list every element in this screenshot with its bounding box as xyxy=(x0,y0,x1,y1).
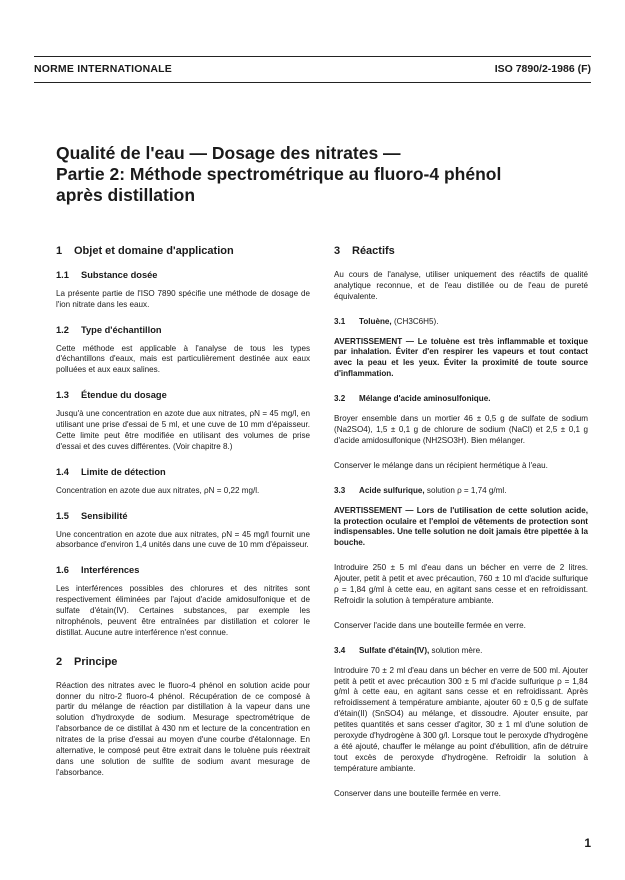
section-1-3-text: Jusqu'à une concentration en azote due aux nitrates, ρN = 45 mg/l, en utilisant une prise d'essai de 5 ml, et une cuve de 10 mm d'épaisseur. Cette limite peut être modifiée en utilisant des volumes de prise d'essai et des cuves différentes. (Voir chapitre 8.) xyxy=(56,409,310,451)
section-1-4-text: Concentration en azote due aux nitrates, ρN = 0,22 mg/l. xyxy=(56,485,260,495)
section-3-3-warning: AVERTISSEMENT — Lors de l'utilisation de cette solution acide, la protection oculaire et l'emploi de vêtements de protection sont indispensables. Une telle solution ne doit jamais être pipettée à la bouche. xyxy=(334,505,589,548)
section-3-4 xyxy=(334,646,588,657)
section-1-5-heading: 1.5 Sensibilité xyxy=(56,510,128,521)
left-column xyxy=(56,246,310,793)
section-1-2-heading: 1.2 Type d'échantillon xyxy=(56,324,162,335)
title-line-3: après distillation xyxy=(56,185,196,205)
section-3-3 xyxy=(334,486,588,497)
right-column xyxy=(334,246,588,814)
header-rule-bottom xyxy=(34,82,591,83)
section-1-heading: 1 Objet et domaine d'application xyxy=(56,245,234,257)
section-1-1-heading: 1.1 Substance dosée xyxy=(56,269,158,280)
warning-label: AVERTISSEMENT — xyxy=(334,336,415,346)
section-2-text: Réaction des nitrates avec le fluoro-4 phénol en solution acide pour donner du nitro-2 fluoro-4 phénol. Récupération de ce composé à partir du mélange de réaction par distillation à la vapeur dans une solution d'hydroxyde de sodium. Mesurage spectrométrique de l'absorbance de ce distillat à 430 nm et lecture de la concentration en nitrates de la prise d'essai au moyen d'une courbe d'étalonnage. En alternative, le composé peut être extrait dans le toluène puis réextrait dans une solution de sulfite de sodium avant mesurage de l'absorbance. xyxy=(56,680,310,777)
header-rule-top xyxy=(34,56,591,57)
section-1-5-text: Une concentration en azote due aux nitrates, ρN = 45 mg/l fournit une absorbance d'environ 1,4 unités dans une cuve de 10 mm d'épaisseur. xyxy=(56,529,310,550)
section-3-4-text: Introduire 70 ± 2 ml d'eau dans un bécher en verre de 500 ml. Ajouter petit à petit et avec précaution 300 ± 5 ml d'acide sulfurique ρ = 1,84 g/ml à cette eau, en agitant sans cesse et en refroidissant. Après refroidissement à température ambiante, ajouter 60 ± 0,5 g de sulfate d'étain(II) (SnSO4) au mélange, et dissoudre. Ajouter ensuite, par petites quantités et sans cesser d'agitor, 30 ± 1 ml d'une solution de peroxyde d'hydrogène à 300 g/l. Lorsque tout le peroxyde d'hydrogène a été ajouté, chauffer le mélange au point d'ébullition, afin de détruire tout excès de peroxyde d'hydrogène. Refroidir la solution à température ambiante. xyxy=(334,665,588,773)
document-type: NORME INTERNATIONALE xyxy=(34,63,172,75)
section-3-4-text-2: Conserver dans une bouteille fermée en verre. xyxy=(334,788,501,798)
standard-reference: ISO 7890/2-1986 (F) xyxy=(494,63,591,75)
section-3-2-text-2: Conserver le mélange dans un récipient hermétique à l'eau. xyxy=(334,460,548,470)
section-3-4-formula: solution mère. xyxy=(431,645,483,655)
section-1-4-heading: 1.4 Limite de détection xyxy=(56,466,166,477)
document-title xyxy=(56,143,576,206)
section-1-6-text: Les interférences possibles des chlorures et des nitrites sont respectivement éliminées par l'ajout d'acide amidosulfonique et de sulfate d'étain(IV). Certaines substances, par exemple les nitrophénols, peuvent être entraînées par distillation et colorer le distillat. Aucune autre interférence n'est connue. xyxy=(56,584,310,637)
section-3-text: Au cours de l'analyse, utiliser uniquement des réactifs de qualité analytique reconnue, et de l'eau distillée ou de l'eau de pureté équivalente. xyxy=(334,269,588,301)
section-3-4-heading: 3.4 Sulfate d'étain(IV), xyxy=(334,645,430,655)
section-1-6-heading: 1.6 Interférences xyxy=(56,565,140,576)
section-3-2-text: Broyer ensemble dans un mortier 46 ± 0,5 g de sulfate de sodium (Na2SO4), 1,5 ± 0,1 g de chlorure de sodium (NaCl) et 2,5 ± 0,1 g d'acide amidosulfonique (NH2SO3H). Bien mélanger. xyxy=(334,414,588,445)
section-1-1-text: La présente partie de l'ISO 7890 spécifie une méthode de dosage de l'ion nitrate dans les eaux. xyxy=(56,288,310,309)
section-3-3-text-2: Conserver l'acide dans une bouteille fermée en verre. xyxy=(334,620,526,630)
section-1-2-text: Cette méthode est applicable à l'analyse de tous les types d'échantillons d'eaux, mais est particulièrement destinée aux eaux polluées et aux eaux salines. xyxy=(56,343,310,375)
title-line-1: Qualité de l'eau — Dosage des nitrates — xyxy=(56,143,401,163)
warning-label: AVERTISSEMENT — xyxy=(334,505,414,515)
section-3-heading: 3 Réactifs xyxy=(334,245,395,257)
section-3-3-text: Introduire 250 ± 5 ml d'eau dans un bécher en verre de 2 litres. Ajouter, petit à petit et avec précaution, 760 ± 10 ml d'acide sulfurique ρ = 1,84 g/ml à cette eau, en agitant sans cesse et en refroidissant. Refroidir la solution à température ambiante. xyxy=(334,563,588,605)
section-1-3-heading: 1.3 Étendue du dosage xyxy=(56,390,167,401)
section-3-1-formula: (CH3C6H5). xyxy=(393,316,439,326)
section-2-heading: 2 Principe xyxy=(56,655,118,668)
section-3-2-heading: 3.2 Mélange d'acide aminosulfonique. xyxy=(334,394,491,404)
section-3-1-heading: 3.1 Toluène, xyxy=(334,316,392,326)
section-3-1-warning: AVERTISSEMENT — Le toluène est très inflammable et toxique par inhalation. Éviter d'en respirer les vapeurs et tout contact avec la peau et les yeux. Éviter la proximité de toute source d'inflammation. xyxy=(334,336,588,379)
section-3-2 xyxy=(334,394,588,405)
section-3-1 xyxy=(334,317,588,328)
section-3-3-formula: solution ρ = 1,74 g/ml. xyxy=(426,485,507,495)
page-number: 1 xyxy=(584,836,591,850)
title-line-2: Partie 2: Méthode spectrométrique au fluoro-4 phénol xyxy=(56,164,502,184)
section-3-3-heading: 3.3 Acide sulfurique, xyxy=(334,485,425,495)
